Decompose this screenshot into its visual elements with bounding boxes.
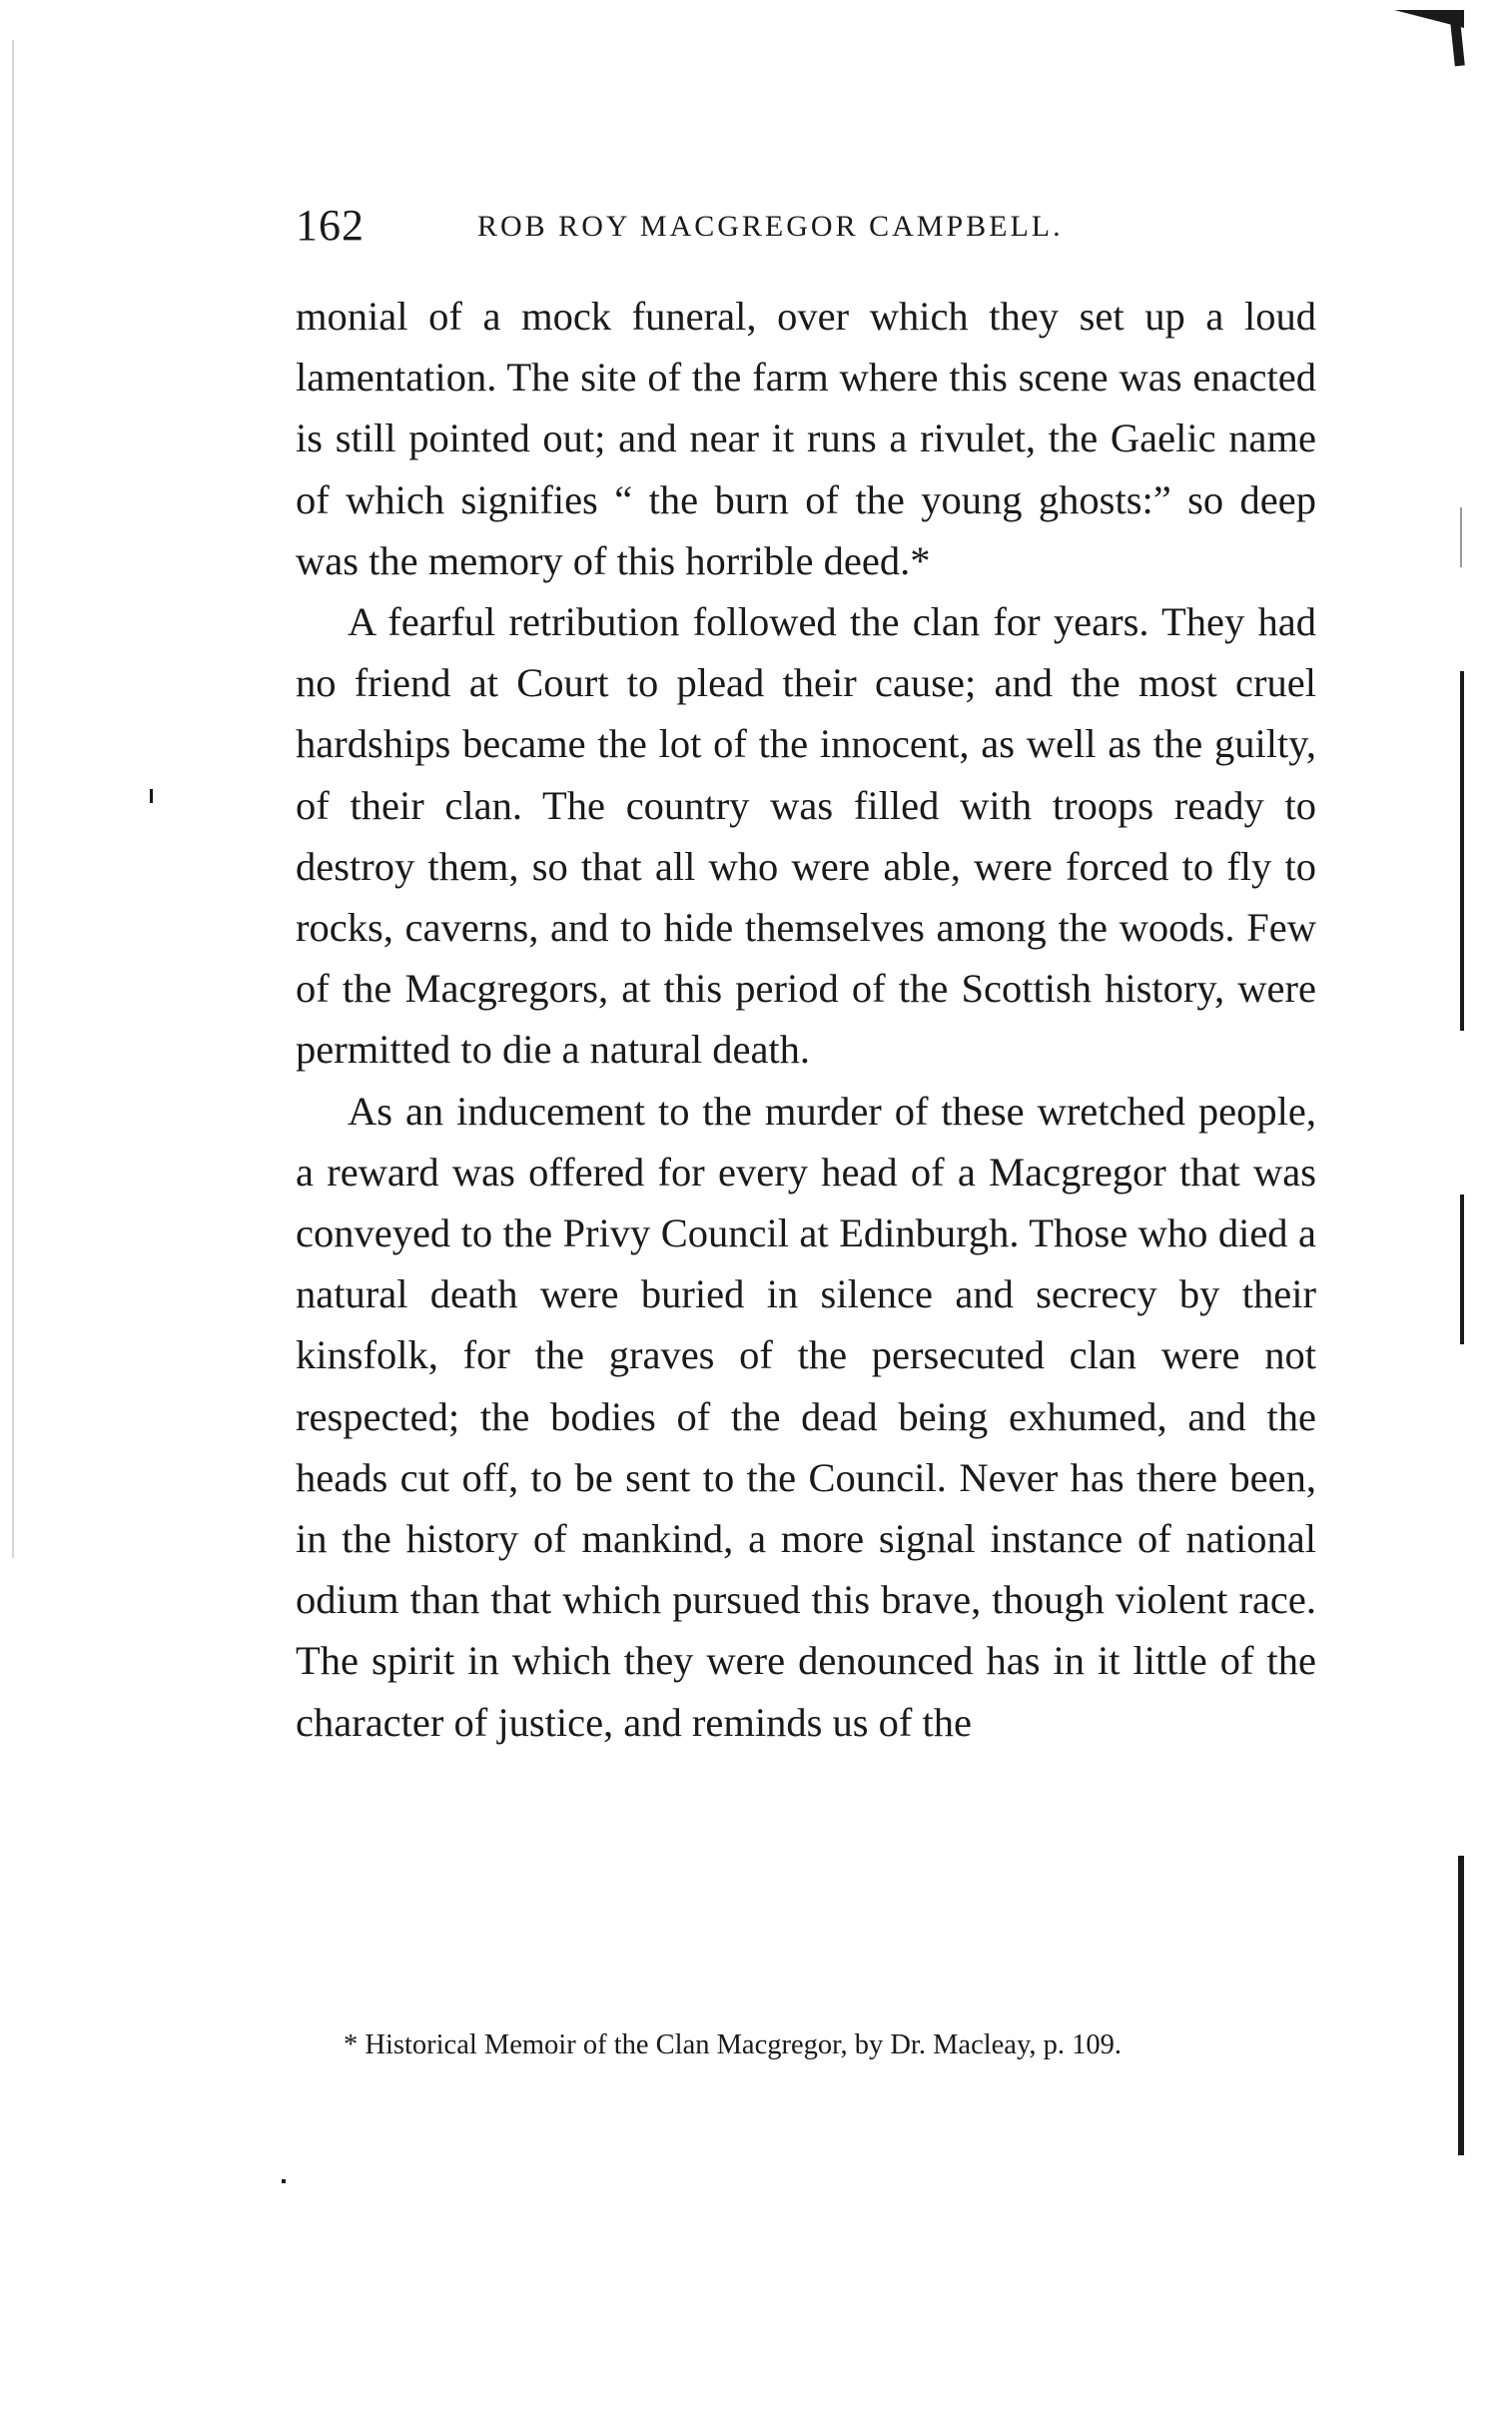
footnote-text: * Historical Memoir of the Clan Macgregor, by Dr. Macleay, p. 109. xyxy=(344,2029,1122,2060)
scan-margin-mark xyxy=(1458,1856,1464,2155)
body-text xyxy=(296,286,1316,1753)
scan-margin-mark xyxy=(1460,671,1464,1031)
paragraph-1: monial of a mock funeral, over which they set up a loud lamentation. The site of the farm where this scene was enacted is still pointed out; and near it runs a rivulet, the Gaelic name of which signifies “ the burn of the young ghosts:” so deep was the memory of this horrible deed.* xyxy=(296,294,1316,583)
scan-margin-mark xyxy=(150,789,153,803)
scan-margin-mark xyxy=(282,2179,286,2183)
footnote xyxy=(296,2021,1316,2069)
scan-margin-mark xyxy=(1460,507,1462,567)
paragraph-3: As an inducement to the murder of these wretched people, a reward was offered for every head of a Macgregor that was conveyed to the Privy Council at Edinburgh. Those who died a natural death were buried in silence and secrecy by their kinsfolk, for the graves of the persecuted clan were not respected; the bodies of the dead being exhumed, and the heads cut off, to be sent to the Council. Never has there been, in the history of mankind, a more signal instance of national odium than that which pursued this brave, though violent race. The spirit in which they were denounced has in it little of the character of justice, and reminds us of the xyxy=(296,1088,1316,1745)
scan-margin-mark xyxy=(1460,1195,1464,1344)
page-edge-shadow xyxy=(12,40,14,1558)
running-head xyxy=(296,200,1314,260)
running-title: ROB ROY MACGREGOR CAMPBELL. xyxy=(477,210,1064,243)
paragraph-2: A fearful retribution followed the clan for years. They had no friend at Court to plead their cause; and the most cruel hardships became the lot of the innocent, as well as the guilty, of their clan. The country was filled with troops ready to destroy them, so that all who were able, were forced to fly to rocks, caverns, and to hide themselves among the woods. Few of the Macgregors, at this period of the Scottish history, were permitted to die a natural death. xyxy=(296,599,1316,1073)
page-number: 162 xyxy=(296,201,365,250)
